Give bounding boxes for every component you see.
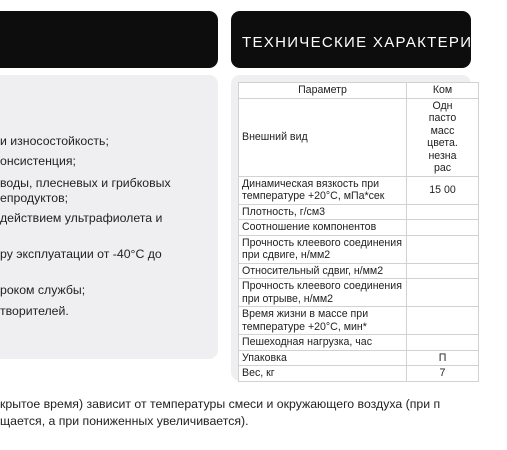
feature-line: воды, плесневых и грибковых [0,176,171,190]
value-cell [407,335,479,351]
value-line: масс [430,124,455,137]
specs-table [238,82,479,382]
feature-line: роком службы; [0,283,86,297]
param-cell: Пешеходная нагрузка, час [239,335,407,351]
value-cell [407,307,479,335]
value-line: рас [433,162,452,174]
value-cell [407,235,479,263]
value-cell: 15 00 [407,176,479,204]
footnote-line: крытое время) зависит от температуры смеси и окружающего воздуха (при п [0,397,441,411]
table-row [239,204,479,220]
value-line: пасто [428,112,457,124]
feature-line: ру эксплуатации от -40°С до [0,247,162,261]
value-line: цвета. [427,137,458,149]
value-cell [407,263,479,279]
param-cell: Упаковка [239,350,407,366]
table-row [239,307,479,335]
table-row [239,98,479,176]
specs-panel [231,75,471,381]
footnote-line: щается, а при пониженных увеличивается). [0,414,249,428]
value-cell [407,220,479,236]
features-panel [0,75,218,359]
feature-line: творителей. [0,304,69,318]
value-cell: П [407,350,479,366]
feature-line: онсистенция; [0,154,76,168]
table-row [239,176,479,204]
feature-line: и износостойкость; [0,134,109,148]
table-header-row [239,83,479,99]
table-row [239,235,479,263]
technical-specs-header [231,11,507,68]
feature-line: действием ультрафиолета и [0,211,163,225]
value-cell [407,204,479,220]
table-row [239,220,479,236]
param-cell: Время жизни в массе при температуре +20°С, мин* [239,307,407,335]
table-row [239,350,479,366]
left-header-bar [0,11,218,68]
param-cell: Прочность клеевого соединения при отрыве, н/мм2 [239,279,407,307]
table-row [239,279,479,307]
param-cell: Внешний вид [239,98,407,176]
value-cell [407,279,479,307]
param-cell: Соотношение компонентов [239,220,407,236]
column-header-value: Ком [407,83,479,99]
value-line: незна [428,149,457,162]
param-cell: Прочность клеевого соединения при сдвиге, н/мм2 [239,235,407,263]
value-line: Одн [432,99,453,112]
technical-specs-title: ТЕХНИЧЕСКИЕ ХАРАКТЕРИСТИ [242,34,507,51]
table-row [239,263,479,279]
value-cell [407,98,479,176]
param-cell: Относительный сдвиг, н/мм2 [239,263,407,279]
param-cell: Плотность, г/см3 [239,204,407,220]
column-header-parameter: Параметр [239,83,407,99]
value-cell: 7 [407,366,479,382]
param-cell: Вес, кг [239,366,407,382]
param-cell: Динамическая вязкость при температуре +20°С, мПа*сек [239,176,407,204]
feature-line: епродуктов; [0,191,69,205]
table-row [239,335,479,351]
table-row [239,366,479,382]
